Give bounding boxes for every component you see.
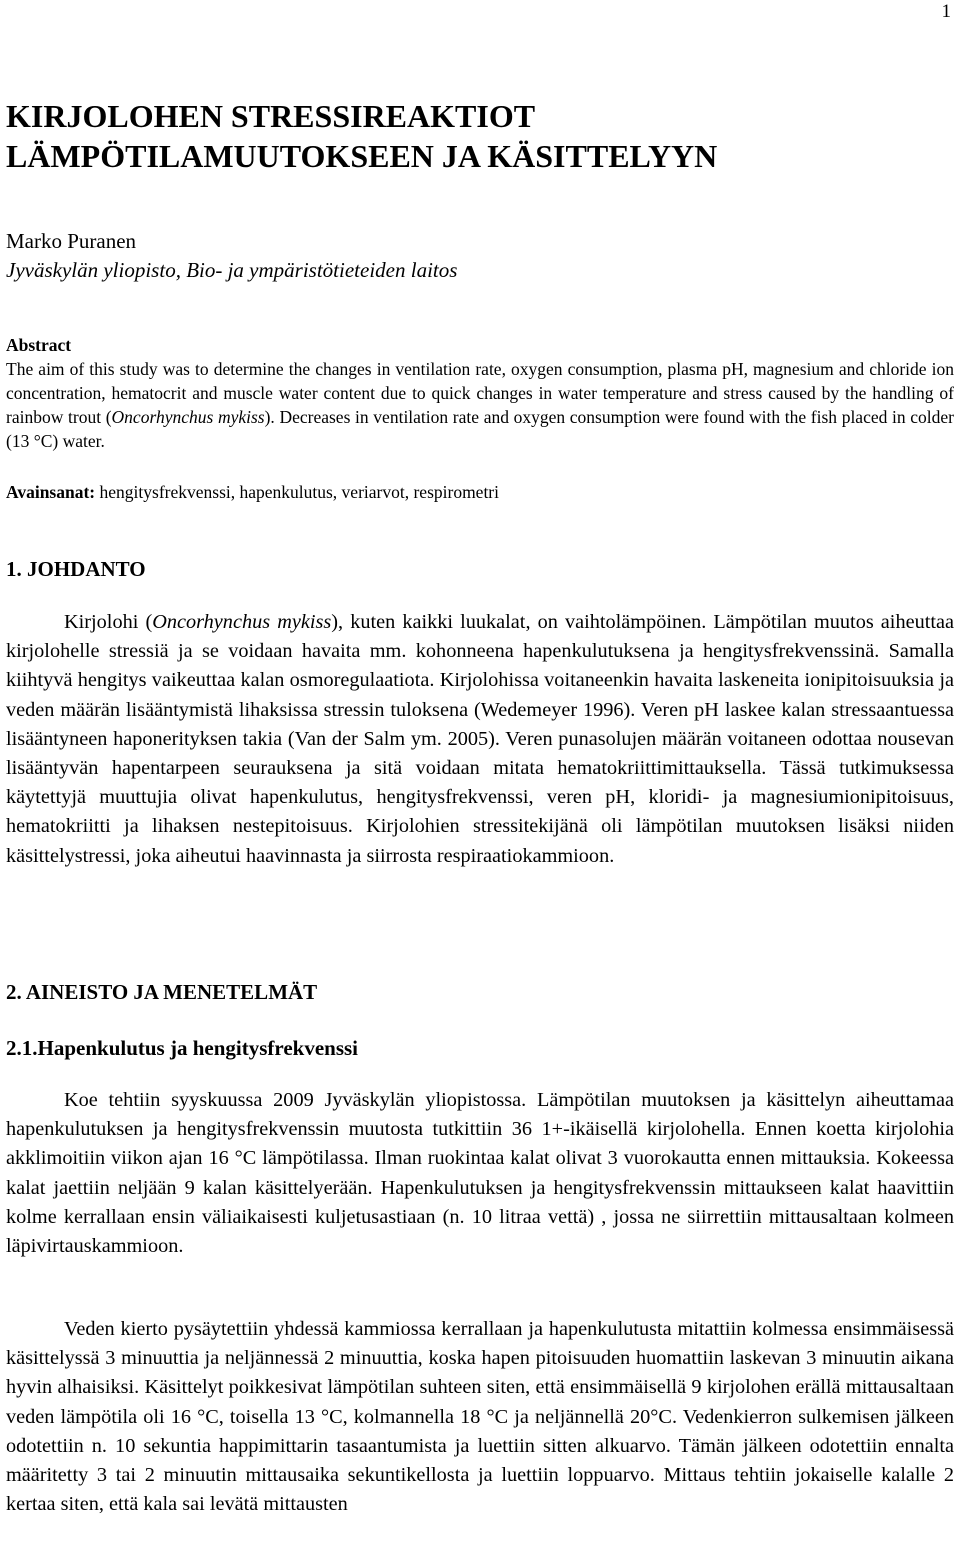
- abstract-heading: Abstract: [6, 335, 72, 355]
- page-number: 1: [941, 1, 951, 22]
- title-line-1: KIRJOLOHEN STRESSIREAKTIOT: [6, 98, 536, 134]
- author-name: Marko Puranen: [6, 229, 137, 253]
- section-1-text: [6, 608, 954, 871]
- author-affiliation: Jyväskylän yliopisto, Bio- ja ympäristötieteiden laitos: [6, 258, 458, 282]
- abstract-species: Oncorhynchus mykiss: [111, 407, 265, 427]
- paper-title: [6, 96, 946, 176]
- section-1-heading: 1. JOHDANTO: [6, 557, 146, 581]
- section-2-1-paragraph-1: Koe tehtiin syyskuussa 2009 Jyväskylän yliopistossa. Lämpötilan muutoksen ja käsittelyn aiheuttamaa hapenkulutuksen ja hengitysfrekvenssin muutosta tutkittiin 36 1+-ikäisellä kirjolohella. Ennen koetta kirjolohia akklimoitiin viikon ajan 16 °C lämpötilassa. Ilman ruokintaa kalat olivat 3 vuorokautta ennen mittauksia. Kokeessa kalat jaettiin neljään 9 kalan käsittelyerään. Hapenkulutuksen ja hengitysfrekvenssin mittaukseen kalat haavittiin kolme kerrallaan ensin väliaikaisesti kuljetusastiaan (n. 10 litraa vettä) , jossa ne siirrettiin mittausaltaan kolmeen läpivirtauskammioon.: [6, 1089, 954, 1258]
- section-2-1-heading: 2.1.Hapenkulutus ja hengitysfrekvenssi: [6, 1036, 359, 1060]
- keywords-text: hengitysfrekvenssi, hapenkulutus, veriarvot, respirometri: [99, 482, 499, 502]
- abstract-text: [6, 357, 954, 453]
- title-line-2: LÄMPÖTILAMUUTOKSEEN JA KÄSITTELYYN: [6, 138, 718, 174]
- keywords: [6, 480, 499, 504]
- abstract-text-part2: ). Decreases in ventilation rate and oxygen consumption were found with the fish placed in colder (13 °C) water.: [6, 407, 955, 451]
- section-2-1-paragraph-2: Veden kierto pysäytettiin yhdessä kammiossa kerrallaan ja hapenkulutusta mitattiin kolmessa ensimmäisessä käsittelyssä 3 minuuttia ja neljännessä 2 minuuttia, koska hapen pitoisuuden huomattiin laskevan 3 minuutin aikana hyvin alhaisiksi. Käsittelyt poikkesivat lämpötilan suhteen siten, että ensimmäisellä 9 kirjolohen erällä mittausaltaan veden lämpötila oli 16 °C, toisella 13 °C, kolmannella 18 °C ja neljännellä 20°C. Vedenkierron sulkemisen jälkeen odotettiin n. 10 sekuntia happimittarin tasaantumista ja luettiin sitten alkuarvo. Tämän jälkeen odotettiin ennalta määritetty 3 tai 2 minuutin mittausaika sekuntikellosta ja luettiin loppuarvo. Mittaus tehtiin jokaiselle kalalle 2 kertaa siten, että kala sai levätä mittausten: [6, 1318, 954, 1516]
- section-2-heading: 2. AINEISTO JA MENETELMÄT: [6, 980, 318, 1004]
- keywords-label: Avainsanat:: [6, 482, 96, 502]
- section-1-species: Oncorhynchus mykiss: [152, 611, 332, 633]
- section-1-text-part1: Kirjolohi (: [64, 611, 153, 633]
- section-1-text-part2: ), kuten kaikki luukalat, on vaihtolämpöinen. Lämpötilan muutos aiheuttaa kirjolohelle stressiä ja se voidaan havaita mm. kohonneena hapenkulutuksena ja hengitysfrekvenssinä. Samalla kiihtyvä hengitys vaikeuttaa kalan osmoregulaatiota. Kirjolohissa voitaneenkin havaita laskeneita ionipitoisuuksia ja veden määrän lisääntymistä lihaksissa stressin tuloksena (Wedemeyer 1996). Veren pH laskee kalan stressaantuessa lisääntyneen haponerityksen takia (Van der Salm ym. 2005). Veren punasolujen määrän voitaneen odottaa nousevan lisääntyvän hapentarpeen seurauksena ja sitä voidaan mitata hematokriittimittauksella. Tässä tutkimuksessa käytettyjä muuttujia olivat hapenkulutus, hengitysfrekvenssi, veren pH, kloridi- ja magnesiumionipitoisuus, hematokriitti ja lihaksen nestepitoisuus. Kirjolohien stressitekijänä oli lämpötilan muutoksen lisäksi niiden käsittelystressi, joka aiheutui haavinnasta ja siirrosta respiraatiokammioon.: [6, 611, 954, 867]
- abstract-text-part1: The aim of this study was to determine the changes in ventilation rate, oxygen consumption, plasma pH, magnesium and chloride ion concentration, hematocrit and muscle water content due to quick changes in water temperature and stress caused by the handling of rainbow trout (: [6, 359, 954, 427]
